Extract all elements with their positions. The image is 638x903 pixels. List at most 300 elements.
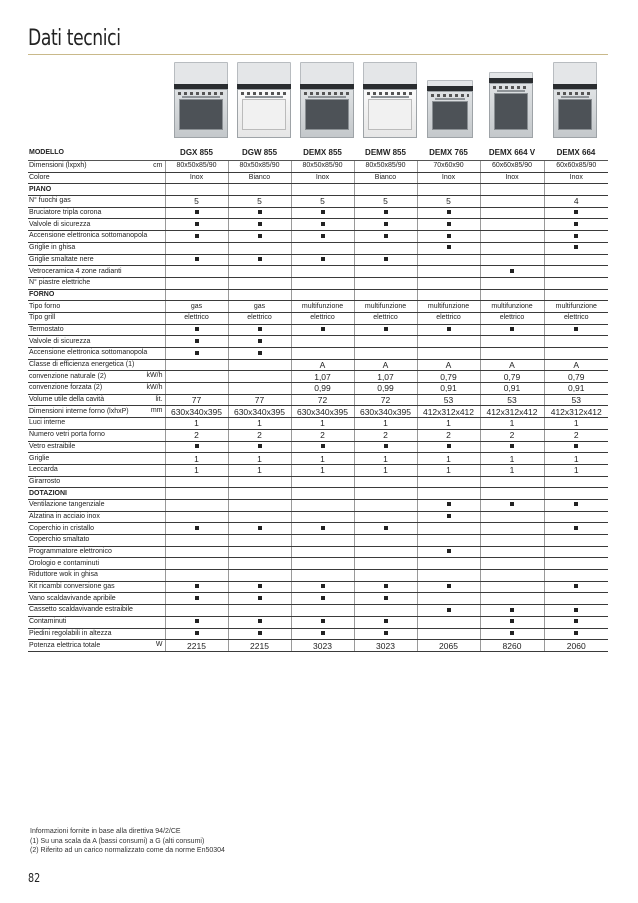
- check-square-icon: [258, 210, 262, 214]
- empty-cell: [354, 488, 417, 500]
- value-cell: elettrico: [417, 312, 480, 324]
- value-cell: [228, 535, 291, 547]
- value-cell: A: [354, 359, 417, 371]
- value-cell: [480, 336, 544, 348]
- table-row: [28, 628, 608, 640]
- value-cell: 1: [291, 453, 354, 465]
- row-label-cell: [28, 511, 165, 523]
- door-handle: [497, 90, 525, 92]
- check-square-icon: [321, 584, 325, 588]
- feature-cell: [354, 231, 417, 243]
- value-cell: [291, 476, 354, 488]
- value-cell: [417, 535, 480, 547]
- cooker-image: [300, 62, 354, 138]
- value-cell: 2: [544, 429, 608, 441]
- table-row: [28, 441, 608, 453]
- value-cell: [165, 605, 228, 617]
- value-cell: 1: [417, 453, 480, 465]
- backsplash: [300, 62, 354, 86]
- table-row: [28, 394, 608, 406]
- check-square-icon: [510, 269, 514, 273]
- value-cell: multifunzione: [480, 301, 544, 313]
- table-row: [28, 511, 608, 523]
- check-square-icon: [258, 526, 262, 530]
- row-label: Coperchio in cristallo: [29, 524, 94, 532]
- table-row: [28, 312, 608, 324]
- knobs-icon: [493, 86, 529, 89]
- feature-cell: [354, 581, 417, 593]
- value-cell: 2: [228, 429, 291, 441]
- oven-door: [558, 99, 592, 130]
- value-cell: [354, 242, 417, 254]
- oven-door: [305, 99, 349, 130]
- feature-cell: [354, 593, 417, 605]
- value-cell: 1: [228, 453, 291, 465]
- value-cell: 80x50x85/90: [291, 161, 354, 173]
- value-cell: Inox: [480, 172, 544, 184]
- oven-door: [179, 99, 223, 130]
- value-cell: 1: [165, 418, 228, 430]
- value-cell: elettrico: [544, 312, 608, 324]
- check-square-icon: [258, 619, 262, 623]
- row-label: Vano scaldavivande apribile: [29, 594, 116, 602]
- value-cell: Bianco: [354, 172, 417, 184]
- value-cell: [354, 499, 417, 511]
- empty-cell: [354, 289, 417, 301]
- feature-cell: [544, 581, 608, 593]
- check-square-icon: [258, 222, 262, 226]
- value-cell: elettrico: [354, 312, 417, 324]
- feature-cell: [228, 441, 291, 453]
- value-cell: 70x60x90: [417, 161, 480, 173]
- value-cell: 8260: [480, 640, 544, 652]
- row-label-cell: [28, 324, 165, 336]
- feature-cell: [165, 207, 228, 219]
- model-name: DGW 855: [228, 146, 291, 161]
- value-cell: [291, 511, 354, 523]
- value-cell: [291, 348, 354, 360]
- value-cell: 0,79: [417, 371, 480, 383]
- value-cell: [165, 499, 228, 511]
- value-cell: 77: [165, 394, 228, 406]
- row-label-cell: [28, 628, 165, 640]
- feature-cell: [544, 219, 608, 231]
- row-label-cell: [28, 359, 165, 371]
- feature-cell: [354, 628, 417, 640]
- row-label-cell: [28, 535, 165, 547]
- check-square-icon: [195, 444, 199, 448]
- value-cell: [228, 383, 291, 395]
- value-cell: Inox: [417, 172, 480, 184]
- value-cell: [480, 254, 544, 266]
- empty-cell: [291, 184, 354, 196]
- value-cell: 77: [228, 394, 291, 406]
- value-cell: 412x312x412: [544, 406, 608, 418]
- backsplash: [363, 62, 417, 86]
- feature-cell: [417, 499, 480, 511]
- row-label: Griglie smaltate nere: [29, 255, 94, 263]
- feature-cell: [354, 441, 417, 453]
- section-label: FORNO: [28, 289, 165, 301]
- check-square-icon: [510, 444, 514, 448]
- row-label-cell: [28, 394, 165, 406]
- feature-cell: [417, 219, 480, 231]
- value-cell: 1: [544, 453, 608, 465]
- value-cell: 80x50x85/90: [228, 161, 291, 173]
- knobs-icon: [178, 92, 224, 95]
- value-cell: [228, 605, 291, 617]
- value-cell: 60x60x85/90: [544, 161, 608, 173]
- value-cell: Inox: [291, 172, 354, 184]
- value-cell: A: [291, 359, 354, 371]
- feature-cell: [228, 336, 291, 348]
- door-handle: [371, 96, 409, 98]
- check-square-icon: [384, 327, 388, 331]
- footnote: (2) Riferito ad un carico normalizzato come da norme En50304: [30, 847, 225, 854]
- value-cell: 1: [228, 418, 291, 430]
- table-row: [28, 324, 608, 336]
- empty-cell: [291, 488, 354, 500]
- check-square-icon: [195, 339, 199, 343]
- table-row: [28, 301, 608, 313]
- value-cell: [228, 499, 291, 511]
- check-square-icon: [258, 596, 262, 600]
- empty-cell: [165, 488, 228, 500]
- cooker-image: [553, 62, 597, 138]
- value-cell: 1: [480, 464, 544, 476]
- row-label: Colore: [29, 174, 50, 182]
- row-label-cell: [28, 277, 165, 289]
- table-header-row: [28, 146, 608, 161]
- table-row: [28, 371, 608, 383]
- check-square-icon: [510, 631, 514, 635]
- value-cell: 2: [417, 429, 480, 441]
- feature-cell: [165, 231, 228, 243]
- row-label: Programmatore elettronico: [29, 548, 112, 556]
- feature-cell: [417, 581, 480, 593]
- table-row: [28, 383, 608, 395]
- knobs-icon: [241, 92, 287, 95]
- row-label-cell: [28, 312, 165, 324]
- value-cell: [228, 266, 291, 278]
- value-cell: 4: [544, 196, 608, 208]
- feature-cell: [291, 523, 354, 535]
- feature-cell: [165, 324, 228, 336]
- value-cell: [417, 523, 480, 535]
- value-cell: 630x340x395: [354, 406, 417, 418]
- check-square-icon: [321, 631, 325, 635]
- table-row: [28, 172, 608, 184]
- value-cell: 1: [165, 453, 228, 465]
- check-square-icon: [510, 502, 514, 506]
- value-cell: 80x50x85/90: [354, 161, 417, 173]
- row-label: N° piastre elettriche: [29, 279, 91, 287]
- feature-cell: [544, 441, 608, 453]
- check-square-icon: [447, 549, 451, 553]
- row-label: Volume utile della cavità: [29, 396, 105, 404]
- value-cell: [165, 359, 228, 371]
- feature-cell: [354, 207, 417, 219]
- value-cell: 3023: [291, 640, 354, 652]
- spec-table: [28, 146, 608, 652]
- check-square-icon: [574, 327, 578, 331]
- value-cell: elettrico: [291, 312, 354, 324]
- row-label: N° fuochi gas: [29, 197, 71, 205]
- row-label: Potenza elettrica totale: [29, 641, 101, 649]
- value-cell: [544, 535, 608, 547]
- value-cell: 53: [417, 394, 480, 406]
- feature-cell: [228, 254, 291, 266]
- feature-cell: [544, 242, 608, 254]
- value-cell: [417, 277, 480, 289]
- check-square-icon: [510, 327, 514, 331]
- feature-cell: [165, 348, 228, 360]
- row-label-cell: [28, 301, 165, 313]
- table-row: [28, 418, 608, 430]
- row-label: Bruciatore tripla corona: [29, 209, 102, 217]
- value-cell: multifunzione: [354, 301, 417, 313]
- check-square-icon: [321, 234, 325, 238]
- value-cell: 1: [480, 418, 544, 430]
- table-row: [28, 546, 608, 558]
- row-label-cell: [28, 558, 165, 570]
- check-square-icon: [195, 526, 199, 530]
- value-cell: multifunzione: [291, 301, 354, 313]
- section-label: PIANO: [28, 184, 165, 196]
- check-square-icon: [447, 584, 451, 588]
- title-divider: [28, 54, 608, 55]
- check-square-icon: [321, 444, 325, 448]
- knobs-icon: [431, 94, 469, 97]
- value-cell: [165, 558, 228, 570]
- check-square-icon: [384, 596, 388, 600]
- value-cell: [228, 511, 291, 523]
- value-cell: [480, 219, 544, 231]
- row-unit: kW/h: [146, 384, 163, 392]
- section-row: [28, 488, 608, 500]
- table-row: [28, 266, 608, 278]
- door-handle: [561, 96, 589, 98]
- check-square-icon: [258, 339, 262, 343]
- feature-cell: [291, 441, 354, 453]
- check-square-icon: [321, 257, 325, 261]
- row-label-cell: [28, 371, 165, 383]
- feature-cell: [417, 511, 480, 523]
- value-cell: [354, 605, 417, 617]
- empty-cell: [291, 289, 354, 301]
- feature-cell: [291, 254, 354, 266]
- value-cell: [354, 558, 417, 570]
- empty-cell: [480, 289, 544, 301]
- row-label: Ventilazione tangenziale: [29, 501, 105, 509]
- feature-cell: [291, 207, 354, 219]
- value-cell: 5: [354, 196, 417, 208]
- table-row: [28, 196, 608, 208]
- row-label: Tipo forno: [29, 302, 61, 310]
- feature-cell: [228, 219, 291, 231]
- feature-cell: [544, 207, 608, 219]
- row-label: Accensione elettronica sottomanopola: [29, 349, 148, 357]
- value-cell: [544, 546, 608, 558]
- value-cell: [354, 336, 417, 348]
- value-cell: 0,99: [354, 383, 417, 395]
- value-cell: [480, 242, 544, 254]
- check-square-icon: [384, 584, 388, 588]
- row-label: Termostato: [29, 325, 64, 333]
- value-cell: [480, 231, 544, 243]
- empty-cell: [544, 289, 608, 301]
- value-cell: [228, 558, 291, 570]
- feature-cell: [165, 219, 228, 231]
- value-cell: elettrico: [228, 312, 291, 324]
- value-cell: [354, 277, 417, 289]
- value-cell: Inox: [544, 172, 608, 184]
- row-label-cell: [28, 231, 165, 243]
- value-cell: [228, 476, 291, 488]
- value-cell: [165, 476, 228, 488]
- feature-cell: [165, 628, 228, 640]
- value-cell: [291, 242, 354, 254]
- table-row: [28, 523, 608, 535]
- table-row: [28, 359, 608, 371]
- check-square-icon: [447, 327, 451, 331]
- model-name: DEMX 765: [417, 146, 480, 161]
- row-label: Tipo grill: [29, 314, 56, 322]
- check-square-icon: [384, 526, 388, 530]
- row-label-cell: [28, 348, 165, 360]
- oven-door: [494, 93, 528, 130]
- value-cell: [228, 570, 291, 582]
- row-label-cell: [28, 336, 165, 348]
- feature-cell: [165, 593, 228, 605]
- check-square-icon: [321, 327, 325, 331]
- table-row: [28, 254, 608, 266]
- row-label: Piedini regolabili in altezza: [29, 629, 112, 637]
- feature-cell: [354, 523, 417, 535]
- backsplash: [237, 62, 291, 86]
- value-cell: 1: [291, 464, 354, 476]
- model-name: DEMX 855: [291, 146, 354, 161]
- value-cell: 1,07: [354, 371, 417, 383]
- row-label: Kit ricambi conversione gas: [29, 583, 115, 591]
- feature-cell: [354, 616, 417, 628]
- check-square-icon: [258, 631, 262, 635]
- cooker-image: [489, 72, 533, 138]
- value-cell: [354, 348, 417, 360]
- check-square-icon: [321, 596, 325, 600]
- value-cell: [544, 476, 608, 488]
- value-cell: 630x340x395: [165, 406, 228, 418]
- value-cell: [544, 511, 608, 523]
- value-cell: 1: [544, 418, 608, 430]
- value-cell: [544, 593, 608, 605]
- feature-cell: [544, 324, 608, 336]
- row-label-cell: [28, 207, 165, 219]
- row-label-cell: [28, 581, 165, 593]
- value-cell: 2: [480, 429, 544, 441]
- row-label-cell: [28, 161, 165, 173]
- door-handle: [435, 98, 465, 100]
- row-label: Riduttore wok in ghisa: [29, 571, 98, 579]
- table-row: [28, 219, 608, 231]
- empty-cell: [228, 488, 291, 500]
- value-cell: 412x312x412: [480, 406, 544, 418]
- knobs-icon: [367, 92, 413, 95]
- feature-cell: [165, 581, 228, 593]
- row-label: Accensione elettronica sottomanopola: [29, 232, 148, 240]
- row-label-cell: [28, 441, 165, 453]
- cooker-image: [237, 62, 291, 138]
- row-label-cell: [28, 254, 165, 266]
- feature-cell: [228, 581, 291, 593]
- empty-cell: [544, 184, 608, 196]
- feature-cell: [544, 523, 608, 535]
- row-label-cell: [28, 219, 165, 231]
- value-cell: 2: [354, 429, 417, 441]
- value-cell: 2: [291, 429, 354, 441]
- value-cell: [291, 277, 354, 289]
- value-cell: 2215: [165, 640, 228, 652]
- value-cell: 0,79: [544, 371, 608, 383]
- check-square-icon: [384, 210, 388, 214]
- check-square-icon: [447, 222, 451, 226]
- row-label-cell: [28, 242, 165, 254]
- value-cell: 80x50x85/90: [165, 161, 228, 173]
- check-square-icon: [384, 444, 388, 448]
- feature-cell: [354, 254, 417, 266]
- feature-cell: [291, 219, 354, 231]
- value-cell: Inox: [165, 172, 228, 184]
- model-name: DEMW 855: [354, 146, 417, 161]
- cooker-image: [174, 62, 228, 138]
- value-cell: [417, 348, 480, 360]
- value-cell: [417, 558, 480, 570]
- table-row: [28, 336, 608, 348]
- value-cell: [480, 277, 544, 289]
- footnote: Informazioni fornite in base alla direttiva 94/2/CE: [30, 828, 181, 835]
- value-cell: [165, 511, 228, 523]
- section-label: DOTAZIONI: [28, 488, 165, 500]
- row-label-cell: [28, 570, 165, 582]
- check-square-icon: [574, 502, 578, 506]
- value-cell: [291, 535, 354, 547]
- feature-cell: [291, 324, 354, 336]
- check-square-icon: [384, 234, 388, 238]
- check-square-icon: [574, 619, 578, 623]
- empty-cell: [228, 289, 291, 301]
- value-cell: 0,99: [291, 383, 354, 395]
- feature-cell: [544, 605, 608, 617]
- value-cell: A: [544, 359, 608, 371]
- value-cell: [544, 558, 608, 570]
- value-cell: [544, 348, 608, 360]
- value-cell: 1,07: [291, 371, 354, 383]
- feature-cell: [165, 441, 228, 453]
- row-label-cell: [28, 464, 165, 476]
- feature-cell: [228, 616, 291, 628]
- row-label: Griglie: [29, 454, 50, 462]
- value-cell: [417, 570, 480, 582]
- check-square-icon: [384, 222, 388, 226]
- row-label-cell: [28, 406, 165, 418]
- value-cell: [354, 266, 417, 278]
- check-square-icon: [258, 444, 262, 448]
- table-row: [28, 476, 608, 488]
- row-label-cell: [28, 605, 165, 617]
- check-square-icon: [195, 327, 199, 331]
- value-cell: [544, 336, 608, 348]
- feature-cell: [480, 441, 544, 453]
